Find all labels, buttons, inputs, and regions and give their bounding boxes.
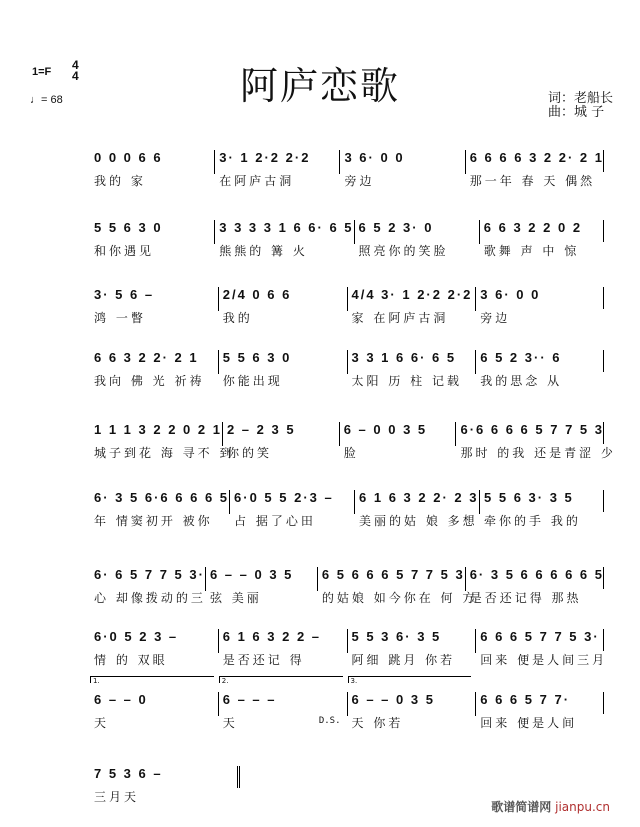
barline (603, 220, 604, 242)
measure-notes: 6 6 3 2 2 0 2 (483, 220, 583, 235)
lyrics: 你的笑 (226, 446, 272, 460)
measure (475, 629, 608, 667)
watermark-cn: 歌谱简谱网 (491, 800, 552, 814)
measure (90, 677, 218, 730)
lyrics: 城子到花 海 寻不 到 (94, 446, 235, 460)
measure (222, 422, 339, 460)
lyrics: 天 (94, 716, 110, 730)
lyrics: 阿细 跳月 你若 (351, 653, 456, 667)
measure (479, 490, 604, 528)
measure (455, 422, 616, 460)
composer-credit: 曲：城 子 (548, 105, 605, 120)
lyrics: 家 在阿庐古洞 (351, 311, 449, 325)
measure-notes: 6 – – – (222, 692, 277, 707)
measure (475, 350, 604, 388)
measure (90, 150, 214, 188)
barline (603, 567, 604, 589)
measure (218, 350, 347, 388)
lyrics: 的姑娘 如今你在 何 方 (321, 591, 478, 605)
lyrics: 和你遇见 (94, 244, 155, 258)
measure-notes: 7 5 3 6 – (94, 766, 163, 781)
lyrics: 歌舞 声 中 惊 (483, 244, 580, 258)
lyrics: 旁边 (344, 174, 375, 188)
measure-notes: 2 – 2 3 5 (226, 422, 296, 437)
measure-notes: 6 6 3 2 2· 2 1 (94, 350, 199, 365)
measure-notes: 3· 5 6 – (94, 287, 155, 302)
staff-row (90, 567, 604, 605)
lyrics: 我的 家 (94, 174, 146, 188)
measure-notes: 0 0 0 6 6 (94, 150, 163, 165)
measure-notes: 6 6 6 5 7 7 5 3· (480, 629, 600, 644)
measure (354, 490, 479, 528)
watermark (491, 798, 610, 815)
lyrics: 那一年 春 天 偶然 (469, 174, 596, 188)
barline (237, 766, 240, 788)
time-top: 4 (72, 58, 79, 72)
measure (218, 629, 347, 667)
measure-notes: 6 6 6 6 3 2 2· 2 1 (469, 150, 604, 165)
staff-row (90, 150, 604, 188)
lyrics: 熊熊的 篝 火 (219, 244, 308, 258)
measure (465, 150, 604, 188)
lyrics: 三月天 (94, 790, 140, 804)
measure (347, 629, 476, 667)
measure-notes: 6· 3 5 6 6 6 6 6 5 (469, 567, 604, 582)
staff-row (90, 350, 604, 388)
lyrics: 是否还记 得 (222, 653, 305, 667)
lyrics: 那时 的我 还是青涩 少 (460, 446, 616, 460)
lyrics: 回来 便是人间三月 (480, 653, 608, 667)
measure (229, 490, 354, 528)
measure (90, 567, 206, 605)
staff-row (90, 490, 604, 528)
measure-notes: 6 1 6 3 2 2 – (222, 629, 322, 644)
measure (475, 287, 604, 325)
measure-notes: 6 – 0 0 3 5 (343, 422, 428, 437)
lyrics: 天 你若 (351, 716, 404, 730)
staff-row (90, 766, 240, 804)
staff-row (90, 422, 616, 460)
measure-notes: 5 5 6 3 0 (94, 220, 163, 235)
lyrics: 回来 便是人间 (480, 716, 578, 730)
lyrics: 太阳 历 柱 记载 (351, 374, 462, 388)
measure-notes: 6·0 5 5 2·3 – (234, 490, 334, 505)
key-signature: 1=F (32, 66, 52, 78)
watermark-site: jianpu.cn (555, 800, 610, 814)
measure (218, 677, 347, 730)
lyrics: 美丽的姑 娘 多想 (359, 514, 478, 528)
lyrics: 鸿 一瞥 (94, 311, 146, 325)
measure (347, 677, 476, 730)
measure (90, 220, 214, 258)
dal-segno: D.S. (318, 716, 341, 726)
lyrics: 脸 (343, 446, 359, 460)
measure (465, 567, 604, 605)
lyrics: 旁边 (480, 311, 511, 325)
staff-row (90, 220, 604, 258)
lyrics: 心 却像拨动的三 (94, 591, 206, 605)
measure (339, 150, 464, 188)
lyrics: 我的思念 从 (480, 374, 563, 388)
measure (214, 150, 339, 188)
measure-notes: 6 1 6 3 2 2· 2 3 (359, 490, 479, 505)
measure-notes: 5 5 6 3 0 (222, 350, 292, 365)
measure-notes: 3 3 3 3 1 6 6· 6 5 (219, 220, 354, 235)
barline (603, 287, 604, 309)
measure (354, 220, 479, 258)
volta-bracket: 2. (219, 676, 343, 683)
measure-notes: 6 6 6 5 7 7· (480, 692, 571, 707)
measure (214, 220, 354, 258)
measure-notes: 6· 6 5 7 7 5 3· (94, 567, 205, 582)
measure (475, 692, 604, 730)
barline (603, 629, 604, 651)
measure-notes: 6 – – 0 3 5 (209, 567, 294, 582)
barline (603, 150, 604, 172)
measure-notes: 6 – – 0 (94, 692, 148, 707)
lyrics: 弦 美丽 (209, 591, 262, 605)
measure (90, 287, 218, 325)
measure (90, 422, 235, 460)
tempo-marking: ♩= 68 (30, 94, 63, 106)
measure (479, 220, 604, 258)
measure (90, 350, 218, 388)
measure-notes: 6 5 6 6 6 5 7 7 5 3 (321, 567, 465, 582)
staff-row (90, 677, 604, 730)
measure-notes: 6 – – 0 3 5 (351, 692, 435, 707)
measure-notes: 6 5 2 3·· 6 (480, 350, 562, 365)
measure-notes: 6·0 5 2 3 – (94, 629, 179, 644)
measure (90, 490, 230, 528)
measure (339, 422, 456, 460)
lyrics: 照亮你的笑脸 (358, 244, 449, 258)
measure (90, 629, 218, 667)
measure (218, 287, 347, 325)
measure (205, 567, 317, 605)
barline (603, 490, 604, 512)
volta-bracket: 3. (348, 676, 472, 683)
lyrics: 是否还记得 那热 (469, 591, 582, 605)
lyrics: 情 的 双眼 (94, 653, 168, 667)
measure-notes: 2/4 0 6 6 (222, 287, 292, 302)
measure (90, 766, 240, 804)
barline (603, 692, 604, 714)
lyrics: 天 (222, 716, 238, 730)
measure-notes: 6·6 6 6 6 5 7 7 5 3 (460, 422, 604, 437)
lyrics: 在阿庐古洞 (219, 174, 295, 188)
lyrics: 年 情窦初开 被你 (94, 514, 213, 528)
volta-bracket: 1. (90, 676, 214, 683)
measure (347, 287, 476, 325)
lyricist-credit: 词：老船长 (548, 91, 614, 106)
measure (317, 567, 478, 605)
staff-row (90, 629, 608, 667)
measure-notes: 6 5 2 3· 0 (358, 220, 434, 235)
song-title: 阿庐恋歌 (239, 64, 400, 108)
measure-notes: 3· 1 2·2 2·2 (219, 150, 311, 165)
measure-notes: 4/4 3· 1 2·2 2·2 (351, 287, 473, 302)
measure (347, 350, 476, 388)
lyrics: 占 据了心田 (234, 514, 316, 528)
barline (603, 422, 604, 444)
lyrics: 你能出现 (222, 374, 283, 388)
lyrics: 我的 (222, 311, 253, 325)
measure-notes: 3 6· 0 0 (344, 150, 405, 165)
barline (603, 350, 604, 372)
lyrics: 我向 佛 光 祈祷 (94, 374, 205, 388)
lyrics: 牵你的手 我的 (484, 514, 581, 528)
measure-notes: 6· 3 5 6·6 6 6 6 5 (94, 490, 230, 505)
measure-notes: 3 3 1 6 6· 6 5 (351, 350, 457, 365)
time-bottom: 4 (72, 69, 79, 83)
staff-row (90, 287, 604, 325)
measure-notes: 5 5 6 3· 3 5 (484, 490, 574, 505)
measure-notes: 1 1 1 3 2 2 0 2 1 (94, 422, 222, 437)
measure-notes: 5 5 3 6· 3 5 (351, 629, 442, 644)
measure-notes: 3 6· 0 0 (480, 287, 541, 302)
